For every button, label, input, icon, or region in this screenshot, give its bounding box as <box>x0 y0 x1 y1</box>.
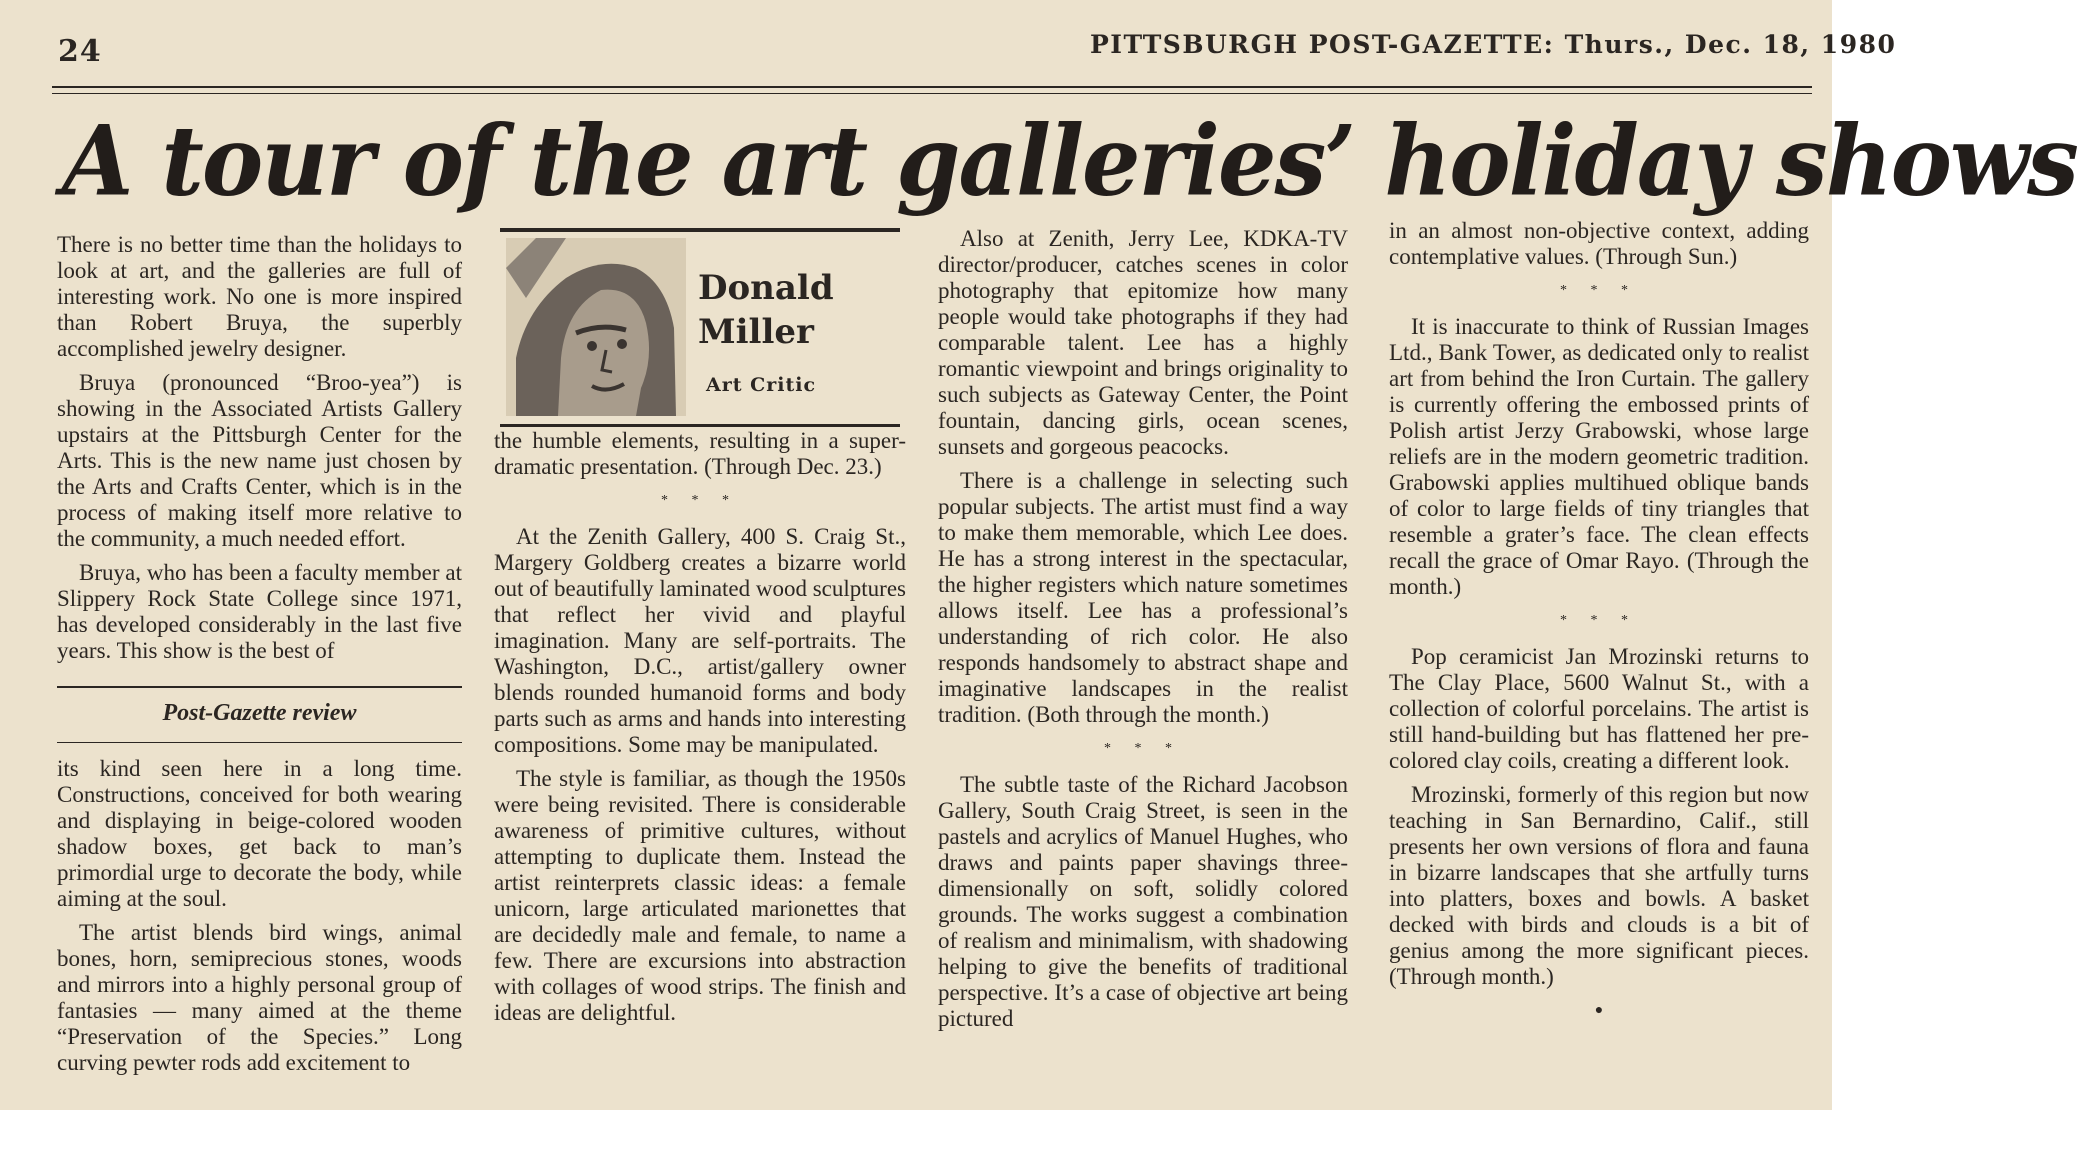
paragraph: Mrozinski, formerly of this region but now teaching in San Bernardino, Calif., still presents her own versions of flora and fauna in bizarre landscapes that she artfully turns into platters, boxes and bowls. A basket decked with birds and clouds is a bit of genius among the more significant pieces. (Through month.) <box>1389 782 1809 989</box>
section-separator: * * * <box>661 493 739 508</box>
paragraph: It is inaccurate to think of Russian Images Ltd., Bank Tower, as dedicated only to realist art from behind the Iron Curtain. The gallery is currently offering the embossed prints of Polish artist Jerzy Grabowski, whose large reliefs are in the modern geometric tradition. Grabowski applies multihued oblique bands of color to large fields of tiny triangles that resemble a grater’s face. The clean effects recall the grace of Omar Rayo. (Through the month.) <box>1389 314 1809 599</box>
paragraph: At the Zenith Gallery, 400 S. Craig St., Margery Goldberg creates a bizarre world out of beautifully laminated wood sculptures that reflect her vivid and playful imagination. Many are self-portraits. The Washington, D.C., artist/gallery owner blends rounded humanoid forms and body parts such as arms and hands into interesting compositions. Some may be manipulated. <box>494 524 906 757</box>
article-column-1 <box>57 232 462 672</box>
paragraph: its kind seen here in a long time. Constructions, conceived for both wearing and displaying in beige-colored wooden shadow boxes, get back to man’s primordial urge to decorate the body, while aiming at the soul. <box>57 756 462 911</box>
paragraph: the humble elements, resulting in a super-dramatic presentation. (Through Dec. 23.) <box>494 428 906 479</box>
byline-name <box>698 266 834 354</box>
article-column-1-continued <box>57 756 462 1084</box>
article-headline: A tour of the art galleries’ holiday shows <box>62 104 2077 218</box>
author-portrait <box>506 238 686 416</box>
section-separator: * * * <box>1104 741 1182 756</box>
paragraph: in an almost non-objective context, adding contemplative values. (Through Sun.) <box>1389 218 1809 269</box>
paragraph: The style is familiar, as though the 1950s were being revisited. There is considerable awareness of primitive cultures, without attempting to duplicate them. Instead the artist reinterprets classic ideas: a female unicorn, large articulated marionettes that are decidedly male and female, to name a few. There are excursions into abstraction with collages of wood strips. The finish and ideas are delightful. <box>494 766 906 1025</box>
paragraph: Pop ceramicist Jan Mrozinski returns to The Clay Place, 5600 Walnut St., with a collection of colorful porcelains. The artist is still hand-building but has flattened her pre-colored clay coils, creating a different look. <box>1389 644 1809 773</box>
review-label: Post-Gazette review <box>162 700 357 726</box>
paragraph: Bruya, who has been a faculty member at Slippery Rock State College since 1971, has developed considerably in the last five years. This show is the best of <box>57 560 462 663</box>
paragraph: There is no better time than the holidays to look at art, and the galleries are full of interesting work. No one is more inspired than Robert Bruya, the superbly accomplished jewelry designer. <box>57 232 462 361</box>
paragraph: There is a challenge in selecting such popular subjects. The artist must find a way to make them memorable, which Lee does. He has a strong interest in the spectacular, the higher registers which nature sometimes allows itself. Lee has a professional’s understanding of rich color. He also responds handsomely to abstract shape and imaginative landscapes in the realist tradition. (Both through the month.) <box>938 468 1348 727</box>
header-rule-thin <box>52 93 1812 94</box>
page-number: 24 <box>58 34 102 69</box>
paragraph: Also at Zenith, Jerry Lee, KDKA-TV director/producer, catches scenes in color photography that epitomize how many people would take photographs if they had comparable talent. Lee has a highly romantic viewpoint and brings originality to such subjects as Gateway Center, the Point fountain, dancing girls, ocean scenes, sunsets and gorgeous peacocks. <box>938 226 1348 459</box>
section-separator: * * * <box>1560 613 1638 628</box>
paragraph: Bruya (pronounced “Broo-yea”) is showing in the Associated Artists Gallery upstairs at the Pittsburgh Center for the Arts. This is the new name just chosen by the Arts and Crafts Center, which is in the process of making itself more relative to the community, a much needed effort. <box>57 370 462 551</box>
byline-first-name: Donald <box>698 268 834 308</box>
article-column-4 <box>1389 218 1809 1024</box>
section-separator: * * * <box>1560 283 1638 298</box>
review-rule-bottom <box>57 742 462 743</box>
paragraph: The artist blends bird wings, animal bones, horn, semiprecious stones, woods and mirrors into a highly personal group of fantasies — many aimed at the theme “Preservation of the Species.” Long curving pewter rods add excitement to <box>57 920 462 1075</box>
paragraph: The subtle taste of the Richard Jacobson Gallery, South Craig Street, is seen in the pastels and acrylics of Manuel Hughes, who draws and paints paper shavings three-dimensionally on soft, solidly colored grounds. The works suggest a combination of realism and minimalism, with shadowing helping to give the benefits of traditional perspective. It’s a case of objective art being pictured <box>938 772 1348 1031</box>
review-rule-top <box>57 686 462 688</box>
article-column-3 <box>938 226 1348 1040</box>
publication-dateline: PITTSBURGH POST-GAZETTE: Thurs., Dec. 18, 1980 <box>1090 30 1897 59</box>
byline-box <box>500 228 900 427</box>
end-mark: ● <box>1594 1003 1604 1018</box>
header-rule <box>52 86 1812 88</box>
byline-role: Art Critic <box>706 374 817 396</box>
byline-last-name: Miller <box>698 312 814 352</box>
article-column-2 <box>494 428 906 1034</box>
